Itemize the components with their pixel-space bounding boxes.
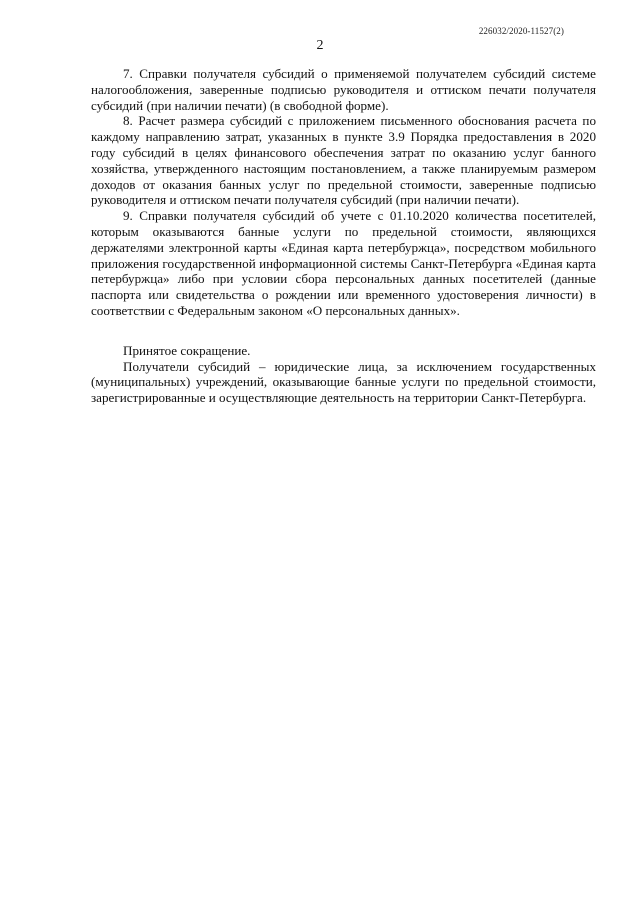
page-number: 2: [316, 38, 324, 53]
document-id: 226032/2020-11527(2): [478, 26, 564, 36]
list-item-8: 8. Расчет размера субсидий с приложением письменного обоснования расчета по каждому направлению затрат, указанных в пункте 3.9 Порядка предоставления в 2020 году субсидий в целях финансового обеспечения затрат по оказанию услуг банного хозяйства, утвержденного настоящим постановлением, а также планируемым размером доходов от оказания банных услуг по предельной стоимости, заверенные подписью руководителя и оттиском печати получателя субсидий (при наличии печати).: [91, 113, 596, 208]
abbreviation-heading: Принятое сокращение.: [123, 342, 251, 358]
paragraph-gap: [91, 319, 596, 343]
list-item-7: 7. Справки получателя субсидий о применяемой получателем субсидий системе налогообложения, заверенные подписью руководителя и оттиском печати получателя субсидий (при наличии печати) (в свободной форме).: [91, 66, 596, 113]
list-item-9: 9. Справки получателя субсидий об учете с 01.10.2020 количества посетителей, которым оказываются банные услуги по предельной стоимости, являющихся держателями электронной карты «Единая карта петербуржца», посредством мобильного приложения государственной информационной системы Санкт-Петербурга «Единая карта петербуржца» либо при условии сбора персональных данных посетителей (данные паспорта или свидетельства о рождении или временного удостоверения личности) в соответствии с Федеральным законом «О персональных данных».: [91, 208, 596, 318]
document-body: [91, 66, 596, 406]
abbreviation-text: Получатели субсидий – юридические лица, за исключением государственных (муниципальных) учреждений, оказывающие банные услуги по предельной стоимости, зарегистрированные и осуществляющие деятельность на территории Санкт-Петербурга.: [91, 358, 596, 406]
